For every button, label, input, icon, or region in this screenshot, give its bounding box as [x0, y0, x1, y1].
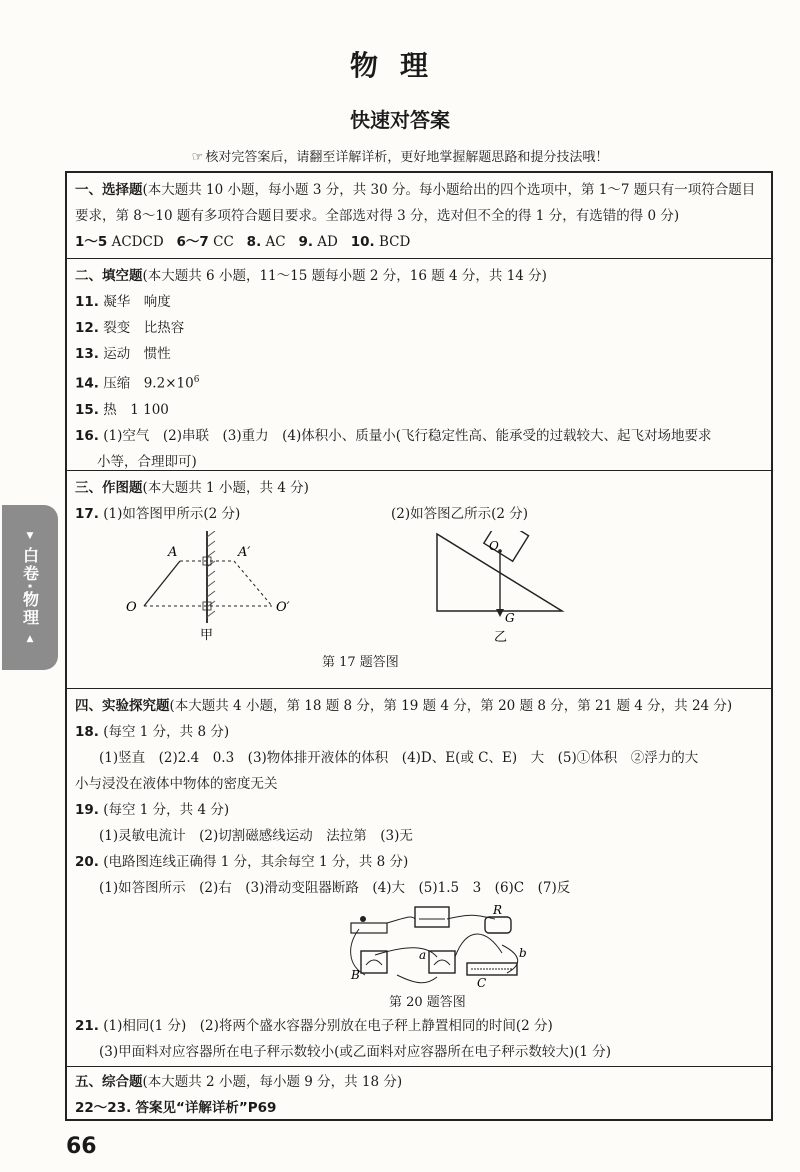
answer-row [75, 1013, 553, 1039]
label-o: O [126, 600, 137, 615]
question-number: 22～23. [75, 1100, 132, 1116]
answer-frame [65, 171, 773, 1121]
triangle-down-icon: ▼ [26, 531, 34, 542]
answer-row [75, 1095, 763, 1121]
section-desc: (本大题共 1 小题，共 4 分) [142, 480, 309, 496]
answer-text: (1)如答图甲所示(2 分) [103, 506, 241, 522]
answer-row [75, 771, 763, 797]
question-number: 20. [75, 854, 99, 870]
answer-row [75, 719, 763, 745]
figure-jia [122, 531, 322, 641]
figure-circuit [337, 905, 537, 989]
section-choice [67, 173, 771, 259]
label-o-prime: O′ [276, 600, 290, 615]
answer-row [99, 1039, 611, 1065]
answer-text: (3)甲面料对应容器所在电子秤示数较小(或乙面料对应容器所在电子秤示数较大)(1 分) [99, 1044, 612, 1060]
triangle-up-icon: ▲ [26, 633, 34, 644]
answer-value: ACDCD [111, 234, 164, 250]
answer-text: 小等，合理即可) [97, 453, 197, 470]
answer-text: (1)如答图所示 (2)右 (3)滑动变阻器断路 (4)大 (5)1.5 3 (6)C (7)反 [99, 880, 571, 896]
exponent: 6 [193, 375, 200, 385]
section-comprehensive [67, 1067, 771, 1119]
answer-row [75, 315, 763, 341]
figure-yi [432, 531, 572, 651]
answer-text: 小与浸没在液体中物体的密度无关 [75, 776, 278, 792]
section-desc: (本大题共 2 小题，每小题 9 分，共 18 分) [142, 1074, 403, 1090]
pointing-hand-icon: ☞ [191, 150, 204, 165]
hint-line [0, 146, 800, 165]
side-tab-label: 白卷·物理 [20, 547, 40, 628]
answer-row [75, 797, 763, 823]
page-subtitle: 快速对答案 [350, 108, 450, 132]
label-r: R [493, 905, 503, 917]
answer-text: 裂变 比热容 [103, 320, 185, 336]
answer-number: 1～5 [75, 234, 108, 250]
side-tab [2, 505, 58, 670]
answer-value: AD [317, 234, 338, 250]
question-number: 16. [75, 427, 99, 444]
answer-number: 10. [350, 234, 375, 250]
page-title: 物理 [349, 49, 450, 82]
question-number: 11. [75, 294, 99, 310]
answer-row [75, 875, 763, 901]
answer-row [75, 849, 763, 875]
answer-text: (每空 1 分，共 4 分) [103, 802, 230, 818]
answer-row [75, 397, 763, 423]
section-heading: 二、填空题 [75, 268, 143, 284]
answer-text: (1)灵敏电流计 (2)切割磁感线运动 法拉第 (3)无 [99, 828, 413, 844]
label-b: b [519, 946, 527, 960]
section-desc: (本大题共 6 小题，11～15 题每小题 2 分，16 题 4 分，共 14 分) [142, 268, 547, 284]
answer-text: 压缩 9.2×10 [103, 375, 194, 392]
label-g: G [505, 611, 515, 625]
question-number: 17. [75, 506, 99, 522]
figure-caption: 第 17 题答图 [322, 655, 399, 670]
answer-number: 9. [298, 234, 313, 250]
answer-text: (电路图连线正确得 1 分，其余每空 1 分，共 8 分) [103, 854, 409, 870]
label-c: C [477, 976, 487, 989]
answer-row [75, 823, 763, 849]
section-fill [67, 259, 771, 471]
label-a: A [168, 545, 178, 560]
figure-label-yi: 乙 [494, 630, 508, 645]
label-b-upper: B [351, 968, 360, 982]
answer-row [75, 501, 763, 527]
question-number: 12. [75, 320, 99, 336]
section-desc: (本大题共 10 小题，每小题 3 分，共 30 分。每小题给出的四个选项中，第 1～7 题只有一项符合题目 [142, 182, 756, 198]
question-number: 13. [75, 346, 99, 362]
answer-text: (每空 1 分，共 8 分) [103, 724, 230, 740]
label-o: O [489, 539, 499, 553]
answer-text: 运动 惯性 [103, 346, 171, 362]
section-drawing [67, 471, 771, 689]
section-experiment [67, 689, 771, 1067]
section-desc: 要求，第 8～10 题有多项符合题目要求。全部选对得 3 分，选对但不全的得 1 分，有选错的得 0 分) [75, 208, 680, 224]
figure-label-jia: 甲 [200, 628, 214, 641]
answer-row [75, 341, 763, 367]
label-a: a [419, 948, 427, 962]
answer-text: (1)相同(1 分) (2)将两个盛水容器分别放在电子秤上静置相同的时间(2 分) [103, 1018, 553, 1034]
answer-text: (1)竖直 (2)2.4 0.3 (3)物体排开液体的体积 (4)D、E(或 C、E) 大 (5)①体积 ②浮力的大 [99, 750, 699, 766]
answer-value: BCD [378, 234, 411, 250]
answer-value: CC [213, 234, 234, 250]
question-number: 18. [75, 724, 99, 740]
question-number: 21. [75, 1018, 99, 1034]
figure-caption: 第 20 题答图 [389, 995, 466, 1010]
section-heading: 五、综合题 [75, 1074, 143, 1090]
question-number: 15. [75, 401, 99, 418]
answer-text: 热 1 100 [103, 401, 169, 418]
answer-row [75, 367, 763, 397]
answer-number: 8. [246, 234, 262, 250]
question-number: 19. [75, 802, 99, 818]
answer-value: AC [265, 234, 286, 250]
answer-row [75, 423, 763, 449]
answer-text: (2)如答图乙所示(2 分) [391, 506, 529, 522]
section-heading: 四、实验探究题 [75, 698, 170, 714]
section-heading: 三、作图题 [75, 480, 143, 496]
answer-text: (1)空气 (2)串联 (3)重力 (4)体积小、质量小(飞行稳定性高、能承受的过载较大、起飞对场地要求 [103, 427, 712, 444]
label-a-prime: A′ [238, 545, 251, 560]
page-number: 66 [66, 1134, 97, 1159]
section-heading: 一、选择题 [75, 182, 143, 198]
answer-text: 答案见“详解详析”P69 [135, 1100, 277, 1116]
section-desc: (本大题共 4 小题，第 18 题 8 分，第 19 题 4 分，第 20 题 8 分，第 21 题 4 分，共 24 分) [169, 698, 733, 714]
hint-text: 核对完答案后，请翻至详解详析，更好地掌握解题思路和提分技法哦！ [205, 150, 609, 165]
answer-number: 6～7 [176, 234, 209, 250]
question-number: 14. [75, 375, 99, 392]
answer-row [75, 745, 763, 771]
answer-text: 凝华 响度 [103, 294, 171, 310]
choice-answers [75, 229, 763, 255]
answer-row [75, 289, 763, 315]
